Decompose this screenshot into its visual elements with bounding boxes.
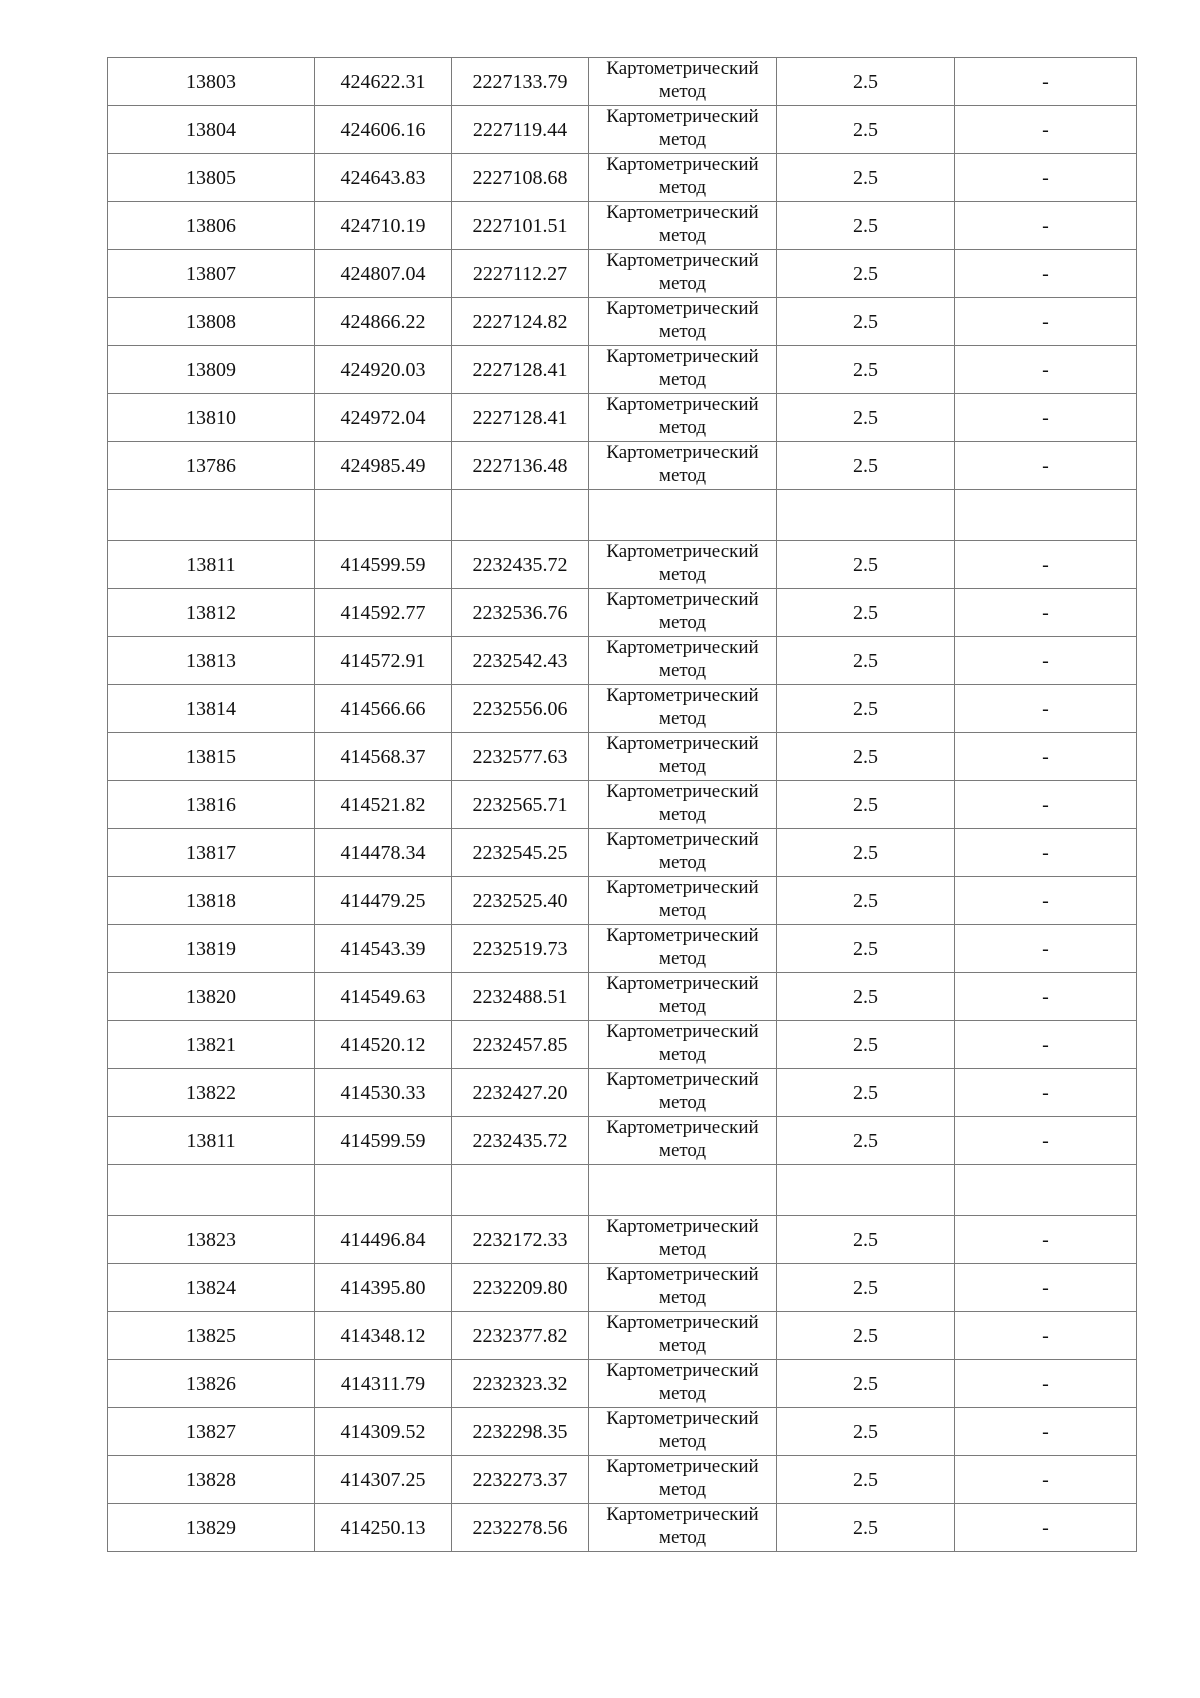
note-cell: - [955,1264,1137,1312]
accuracy-cell: 2.5 [777,394,955,442]
point-number-cell: 13812 [108,589,315,637]
table-row [108,298,1137,346]
y-coordinate-cell: 2232298.35 [452,1408,589,1456]
method-cell [589,1216,777,1264]
method-cell [589,733,777,781]
method-label-line2: метод [658,177,707,198]
empty-cell [108,1165,315,1216]
method-label-line2: метод [658,564,707,585]
method-label-line1: Картометрический [606,589,759,610]
point-number-cell: 13828 [108,1456,315,1504]
accuracy-cell: 2.5 [777,877,955,925]
accuracy-cell: 2.5 [777,1117,955,1165]
method-label-line2: метод [658,1239,707,1260]
table-row [108,829,1137,877]
x-coordinate-cell: 414479.25 [315,877,452,925]
point-number-cell: 13809 [108,346,315,394]
table-row-separator [108,490,1137,541]
accuracy-cell: 2.5 [777,1456,955,1504]
method-label-line2: метод [658,1431,707,1452]
y-coordinate-cell: 2232377.82 [452,1312,589,1360]
point-number-cell: 13786 [108,442,315,490]
note-cell: - [955,589,1137,637]
method-label-line2: метод [658,900,707,921]
method-label-line2: метод [658,1335,707,1356]
method-label-line1: Картометрический [606,1456,759,1477]
method-label-line1: Картометрический [606,1360,759,1381]
x-coordinate-cell: 414311.79 [315,1360,452,1408]
x-coordinate-cell: 414592.77 [315,589,452,637]
table-row [108,1504,1137,1552]
empty-cell [955,1165,1137,1216]
y-coordinate-cell: 2232577.63 [452,733,589,781]
table-row [108,106,1137,154]
empty-cell [777,490,955,541]
table-row [108,1312,1137,1360]
empty-cell [589,490,777,541]
table-row [108,1360,1137,1408]
method-cell [589,1264,777,1312]
point-number-cell: 13823 [108,1216,315,1264]
method-label-line1: Картометрический [606,685,759,706]
method-cell [589,346,777,394]
empty-cell [452,490,589,541]
method-cell [589,1021,777,1069]
x-coordinate-cell: 424606.16 [315,106,452,154]
method-label-line2: метод [658,273,707,294]
table-row [108,637,1137,685]
method-label-line1: Картометрический [606,154,759,175]
method-cell [589,877,777,925]
method-label-line2: метод [658,1044,707,1065]
x-coordinate-cell: 414395.80 [315,1264,452,1312]
method-label-line2: метод [658,129,707,150]
method-label-line1: Картометрический [606,58,759,79]
x-coordinate-cell: 414599.59 [315,1117,452,1165]
method-label-line1: Картометрический [606,1216,759,1237]
method-label-line2: метод [658,321,707,342]
x-coordinate-cell: 414496.84 [315,1216,452,1264]
method-label-line2: метод [658,612,707,633]
method-cell [589,1069,777,1117]
accuracy-cell: 2.5 [777,733,955,781]
note-cell: - [955,973,1137,1021]
table-row [108,1264,1137,1312]
point-number-cell: 13804 [108,106,315,154]
empty-cell [955,490,1137,541]
method-label-line1: Картометрический [606,394,759,415]
note-cell: - [955,394,1137,442]
accuracy-cell: 2.5 [777,202,955,250]
table-row [108,973,1137,1021]
x-coordinate-cell: 424643.83 [315,154,452,202]
accuracy-cell: 2.5 [777,442,955,490]
accuracy-cell: 2.5 [777,925,955,973]
point-number-cell: 13811 [108,1117,315,1165]
note-cell: - [955,925,1137,973]
method-label-line2: метод [658,81,707,102]
y-coordinate-cell: 2232278.56 [452,1504,589,1552]
empty-cell [452,1165,589,1216]
accuracy-cell: 2.5 [777,1312,955,1360]
point-number-cell: 13817 [108,829,315,877]
method-cell [589,1504,777,1552]
method-label-line2: метод [658,369,707,390]
y-coordinate-cell: 2227124.82 [452,298,589,346]
point-number-cell: 13806 [108,202,315,250]
x-coordinate-cell: 414520.12 [315,1021,452,1069]
table-row [108,394,1137,442]
y-coordinate-cell: 2232525.40 [452,877,589,925]
accuracy-cell: 2.5 [777,1264,955,1312]
y-coordinate-cell: 2232172.33 [452,1216,589,1264]
x-coordinate-cell: 424972.04 [315,394,452,442]
accuracy-cell: 2.5 [777,589,955,637]
x-coordinate-cell: 414348.12 [315,1312,452,1360]
method-label-line2: метод [658,1479,707,1500]
note-cell: - [955,250,1137,298]
method-label-line2: метод [658,660,707,681]
method-label-line1: Картометрический [606,973,759,994]
method-label-line1: Картометрический [606,877,759,898]
y-coordinate-cell: 2232542.43 [452,637,589,685]
accuracy-cell: 2.5 [777,346,955,394]
y-coordinate-cell: 2227128.41 [452,346,589,394]
x-coordinate-cell: 414309.52 [315,1408,452,1456]
y-coordinate-cell: 2227136.48 [452,442,589,490]
table-row [108,1117,1137,1165]
table-row [108,346,1137,394]
y-coordinate-cell: 2227108.68 [452,154,589,202]
method-label-line2: метод [658,465,707,486]
method-cell [589,589,777,637]
table-row [108,589,1137,637]
method-label-line1: Картометрический [606,250,759,271]
table-row [108,250,1137,298]
accuracy-cell: 2.5 [777,637,955,685]
note-cell: - [955,1504,1137,1552]
x-coordinate-cell: 424807.04 [315,250,452,298]
empty-cell [315,490,452,541]
point-number-cell: 13811 [108,541,315,589]
x-coordinate-cell: 414530.33 [315,1069,452,1117]
method-cell [589,637,777,685]
method-label-line2: метод [658,225,707,246]
y-coordinate-cell: 2232545.25 [452,829,589,877]
x-coordinate-cell: 424710.19 [315,202,452,250]
note-cell: - [955,1456,1137,1504]
method-label-line1: Картометрический [606,1264,759,1285]
accuracy-cell: 2.5 [777,1504,955,1552]
table-row [108,1069,1137,1117]
method-cell [589,829,777,877]
y-coordinate-cell: 2227133.79 [452,58,589,106]
point-number-cell: 13821 [108,1021,315,1069]
accuracy-cell: 2.5 [777,1216,955,1264]
accuracy-cell: 2.5 [777,781,955,829]
point-number-cell: 13819 [108,925,315,973]
method-label-line2: метод [658,1140,707,1161]
x-coordinate-cell: 414568.37 [315,733,452,781]
method-cell [589,781,777,829]
y-coordinate-cell: 2227101.51 [452,202,589,250]
method-cell [589,1408,777,1456]
method-label-line1: Картометрический [606,1408,759,1429]
table-row [108,1408,1137,1456]
point-number-cell: 13827 [108,1408,315,1456]
table-row [108,202,1137,250]
table-row [108,733,1137,781]
accuracy-cell: 2.5 [777,1069,955,1117]
note-cell: - [955,781,1137,829]
method-cell [589,442,777,490]
x-coordinate-cell: 414307.25 [315,1456,452,1504]
point-number-cell: 13825 [108,1312,315,1360]
method-label-line1: Картометрический [606,781,759,802]
method-label-line1: Картометрический [606,637,759,658]
note-cell: - [955,442,1137,490]
method-label-line2: метод [658,417,707,438]
x-coordinate-cell: 414250.13 [315,1504,452,1552]
point-number-cell: 13816 [108,781,315,829]
y-coordinate-cell: 2227112.27 [452,250,589,298]
method-cell [589,1360,777,1408]
x-coordinate-cell: 414478.34 [315,829,452,877]
note-cell: - [955,829,1137,877]
table-row [108,58,1137,106]
method-cell [589,973,777,1021]
accuracy-cell: 2.5 [777,973,955,1021]
x-coordinate-cell: 424622.31 [315,58,452,106]
method-label-line2: метод [658,1287,707,1308]
note-cell: - [955,1408,1137,1456]
method-cell [589,541,777,589]
x-coordinate-cell: 414599.59 [315,541,452,589]
y-coordinate-cell: 2232209.80 [452,1264,589,1312]
accuracy-cell: 2.5 [777,106,955,154]
empty-cell [777,1165,955,1216]
method-label-line2: метод [658,852,707,873]
point-number-cell: 13818 [108,877,315,925]
x-coordinate-cell: 414521.82 [315,781,452,829]
note-cell: - [955,637,1137,685]
method-cell [589,685,777,733]
note-cell: - [955,733,1137,781]
method-label-line1: Картометрический [606,733,759,754]
table-row [108,442,1137,490]
method-label-line1: Картометрический [606,346,759,367]
method-label-line2: метод [658,948,707,969]
y-coordinate-cell: 2232536.76 [452,589,589,637]
note-cell: - [955,1360,1137,1408]
table-row [108,1021,1137,1069]
method-cell [589,58,777,106]
y-coordinate-cell: 2232435.72 [452,1117,589,1165]
method-cell [589,202,777,250]
method-cell [589,106,777,154]
accuracy-cell: 2.5 [777,154,955,202]
y-coordinate-cell: 2232556.06 [452,685,589,733]
method-label-line1: Картометрический [606,442,759,463]
method-label-line1: Картометрический [606,1504,759,1525]
note-cell: - [955,202,1137,250]
accuracy-cell: 2.5 [777,685,955,733]
method-label-line2: метод [658,1527,707,1548]
note-cell: - [955,685,1137,733]
coordinates-table-body [108,58,1137,1552]
method-label-line1: Картометрический [606,106,759,127]
accuracy-cell: 2.5 [777,250,955,298]
method-label-line2: метод [658,1092,707,1113]
point-number-cell: 13808 [108,298,315,346]
note-cell: - [955,58,1137,106]
point-number-cell: 13824 [108,1264,315,1312]
point-number-cell: 13803 [108,58,315,106]
accuracy-cell: 2.5 [777,58,955,106]
point-number-cell: 13814 [108,685,315,733]
y-coordinate-cell: 2232488.51 [452,973,589,1021]
y-coordinate-cell: 2232457.85 [452,1021,589,1069]
point-number-cell: 13829 [108,1504,315,1552]
note-cell: - [955,541,1137,589]
note-cell: - [955,1312,1137,1360]
y-coordinate-cell: 2232323.32 [452,1360,589,1408]
method-label-line2: метод [658,756,707,777]
method-label-line1: Картометрический [606,829,759,850]
table-row [108,877,1137,925]
method-label-line1: Картометрический [606,1021,759,1042]
table-row [108,925,1137,973]
note-cell: - [955,154,1137,202]
method-cell [589,250,777,298]
point-number-cell: 13815 [108,733,315,781]
y-coordinate-cell: 2232427.20 [452,1069,589,1117]
x-coordinate-cell: 414543.39 [315,925,452,973]
table-row [108,541,1137,589]
x-coordinate-cell: 414566.66 [315,685,452,733]
accuracy-cell: 2.5 [777,829,955,877]
accuracy-cell: 2.5 [777,1408,955,1456]
note-cell: - [955,1069,1137,1117]
y-coordinate-cell: 2232519.73 [452,925,589,973]
coordinates-table [107,57,1137,1552]
method-label-line1: Картометрический [606,1312,759,1333]
y-coordinate-cell: 2227119.44 [452,106,589,154]
method-cell [589,298,777,346]
point-number-cell: 13805 [108,154,315,202]
x-coordinate-cell: 424866.22 [315,298,452,346]
x-coordinate-cell: 424920.03 [315,346,452,394]
empty-cell [589,1165,777,1216]
method-cell [589,925,777,973]
method-cell [589,154,777,202]
point-number-cell: 13826 [108,1360,315,1408]
y-coordinate-cell: 2227128.41 [452,394,589,442]
y-coordinate-cell: 2232273.37 [452,1456,589,1504]
y-coordinate-cell: 2232435.72 [452,541,589,589]
point-number-cell: 13822 [108,1069,315,1117]
point-number-cell: 13813 [108,637,315,685]
table-row-separator [108,1165,1137,1216]
method-label-line1: Картометрический [606,1069,759,1090]
note-cell: - [955,106,1137,154]
y-coordinate-cell: 2232565.71 [452,781,589,829]
method-label-line1: Картометрический [606,298,759,319]
x-coordinate-cell: 424985.49 [315,442,452,490]
point-number-cell: 13810 [108,394,315,442]
note-cell: - [955,1216,1137,1264]
method-label-line2: метод [658,996,707,1017]
method-label-line2: метод [658,708,707,729]
method-cell [589,394,777,442]
note-cell: - [955,346,1137,394]
table-row [108,1456,1137,1504]
note-cell: - [955,1021,1137,1069]
note-cell: - [955,298,1137,346]
method-cell [589,1312,777,1360]
x-coordinate-cell: 414572.91 [315,637,452,685]
x-coordinate-cell: 414549.63 [315,973,452,1021]
table-row [108,781,1137,829]
table-row [108,154,1137,202]
accuracy-cell: 2.5 [777,541,955,589]
empty-cell [315,1165,452,1216]
method-cell [589,1117,777,1165]
note-cell: - [955,877,1137,925]
point-number-cell: 13820 [108,973,315,1021]
accuracy-cell: 2.5 [777,1021,955,1069]
accuracy-cell: 2.5 [777,1360,955,1408]
method-label-line1: Картометрический [606,1117,759,1138]
note-cell: - [955,1117,1137,1165]
table-row [108,685,1137,733]
empty-cell [108,490,315,541]
method-label-line1: Картометрический [606,925,759,946]
accuracy-cell: 2.5 [777,298,955,346]
point-number-cell: 13807 [108,250,315,298]
table-row [108,1216,1137,1264]
method-cell [589,1456,777,1504]
method-label-line1: Картометрический [606,202,759,223]
method-label-line1: Картометрический [606,541,759,562]
method-label-line2: метод [658,804,707,825]
method-label-line2: метод [658,1383,707,1404]
